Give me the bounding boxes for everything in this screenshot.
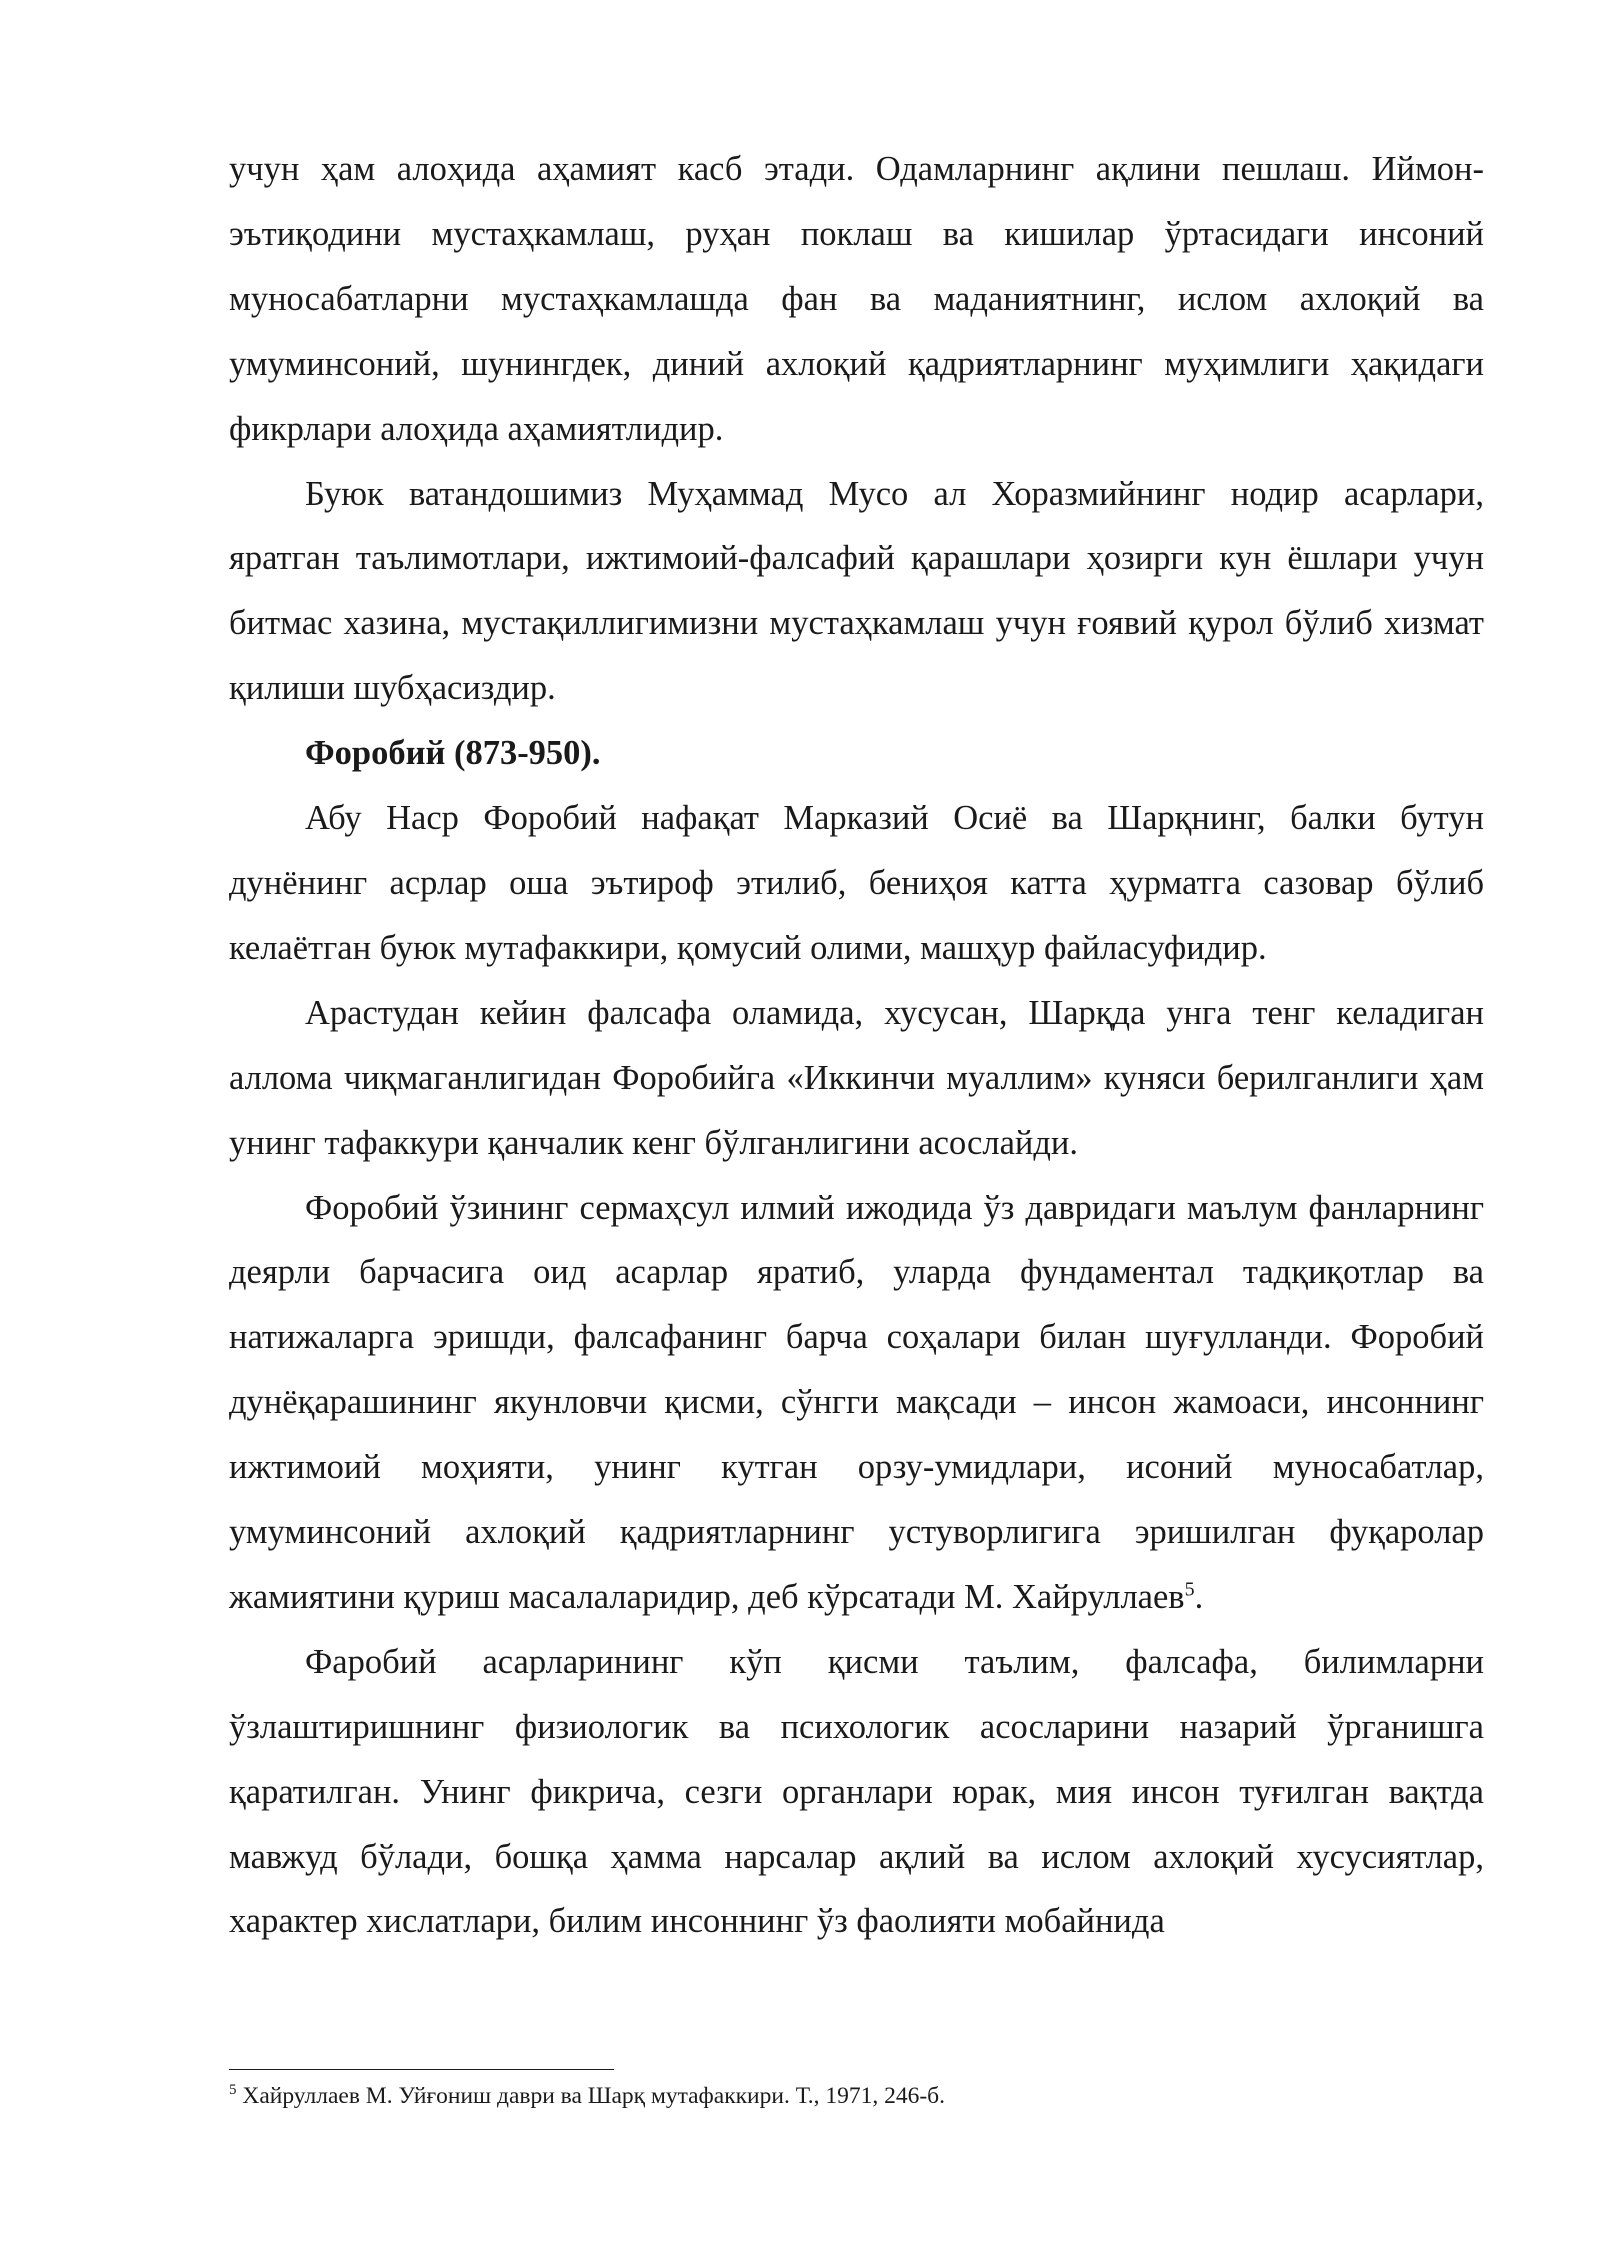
paragraph-farabi-education: Фаробий асарларининг кўп қисми таълим, фалсафа, билимларни ўзлаштиришнинг физиологик ва психологик асосларини назарий ўрганишга қаратилган. Унинг фикрича, сезги органлари юрак, мия инсон туғилган вақтда мавжуд бўлади, бошқа ҳамма нарсалар ақлий ва ислом ахлоқий хусусиятлар, характер хислатлари, билим инсоннинг ўз фаолияти мобайнида xyxy=(229,1642,1484,1941)
footnote-reference[interactable]: 5 xyxy=(1184,1578,1195,1601)
paragraph-continuation: учун ҳам алоҳида аҳамият касб этади. Одамларнинг ақлини пешлаш. Иймон-эътиқодини мустаҳкамлаш, руҳан поклаш ва кишилар ўртасидаги инсоний муносабатларни мустаҳкамлашда фан ва маданиятнинг, ислом ахлоқий ва умуминсоний, шунингдек, диний ахлоқий қадриятларнинг муҳимлиги ҳақидаги фикрлари алоҳида аҳамиятлидир. xyxy=(229,150,1484,448)
footnote-mark: 5 xyxy=(229,2082,237,2099)
paragraph-farabi-intro: Абу Наср Форобий нафақат Марказий Осиё ва Шарқнинг, балки бутун дунёнинг асрлар оша эътироф этилиб, бениҳоя катта ҳурматга сазовар бўлиб келаётган буюк мутафаккири, қомусий олими, машҳур файласуфидир. xyxy=(229,799,1484,967)
footnote xyxy=(229,2081,1484,2111)
paragraph-farabi-works-trailing: . xyxy=(1194,1577,1204,1616)
footnote-text: Хайруллаев М. Уйғониш даври ва Шарқ мутафаккири. Т., 1971, 246-б. xyxy=(236,2083,945,2109)
document-body xyxy=(229,137,1484,1954)
section-heading-farabi: Форобий (873-950). xyxy=(305,734,601,773)
paragraph-farabi-works xyxy=(229,1176,1484,1630)
paragraph-farabi-works-text: Форобий ўзининг сермаҳсул илмий ижодида ўз давридаги маълум фанларнинг деярли барчасига оид асарлар яратиб, уларда фундаментал тадқиқотлар ва натижаларга эришди, фалсафанинг барча соҳалари билан шуғулланди. Форобий дунёқарашининг якунловчи қисми, сўнгги мақсади – инсон жамоаси, инсоннинг ижтимоий моҳияти, унинг кутган орзу-умидлари, исоний муносабатлар, умуминсоний ахлоқий қадриятларнинг устуворлигига эришилган фуқаролар жамиятини қуриш масалаларидир, деб кўрсатади М. Хайруллаев xyxy=(229,1188,1484,1616)
footnote-separator xyxy=(229,2069,614,2070)
paragraph-khorezmi: Буюк ватандошимиз Муҳаммад Мусо ал Хоразмийнинг нодир асарлари, яратган таълимотлари, ижтимоий-фалсафий қарашлари ҳозирги кун ёшлари учун битмас хазина, мустақиллигимизни мустаҳкамлаш учун ғоявий қурол бўлиб хизмат қилиши шубҳасиздир. xyxy=(229,474,1484,708)
paragraph-second-teacher: Арастудан кейин фалсафа оламида, хусусан, Шарқда унга тенг келадиган аллома чиқмаганлигидан Форобийга «Иккинчи муаллим» куняси берилганлиги ҳам унинг тафаккури қанчалик кенг бўлганлигини асослайди. xyxy=(229,993,1484,1162)
